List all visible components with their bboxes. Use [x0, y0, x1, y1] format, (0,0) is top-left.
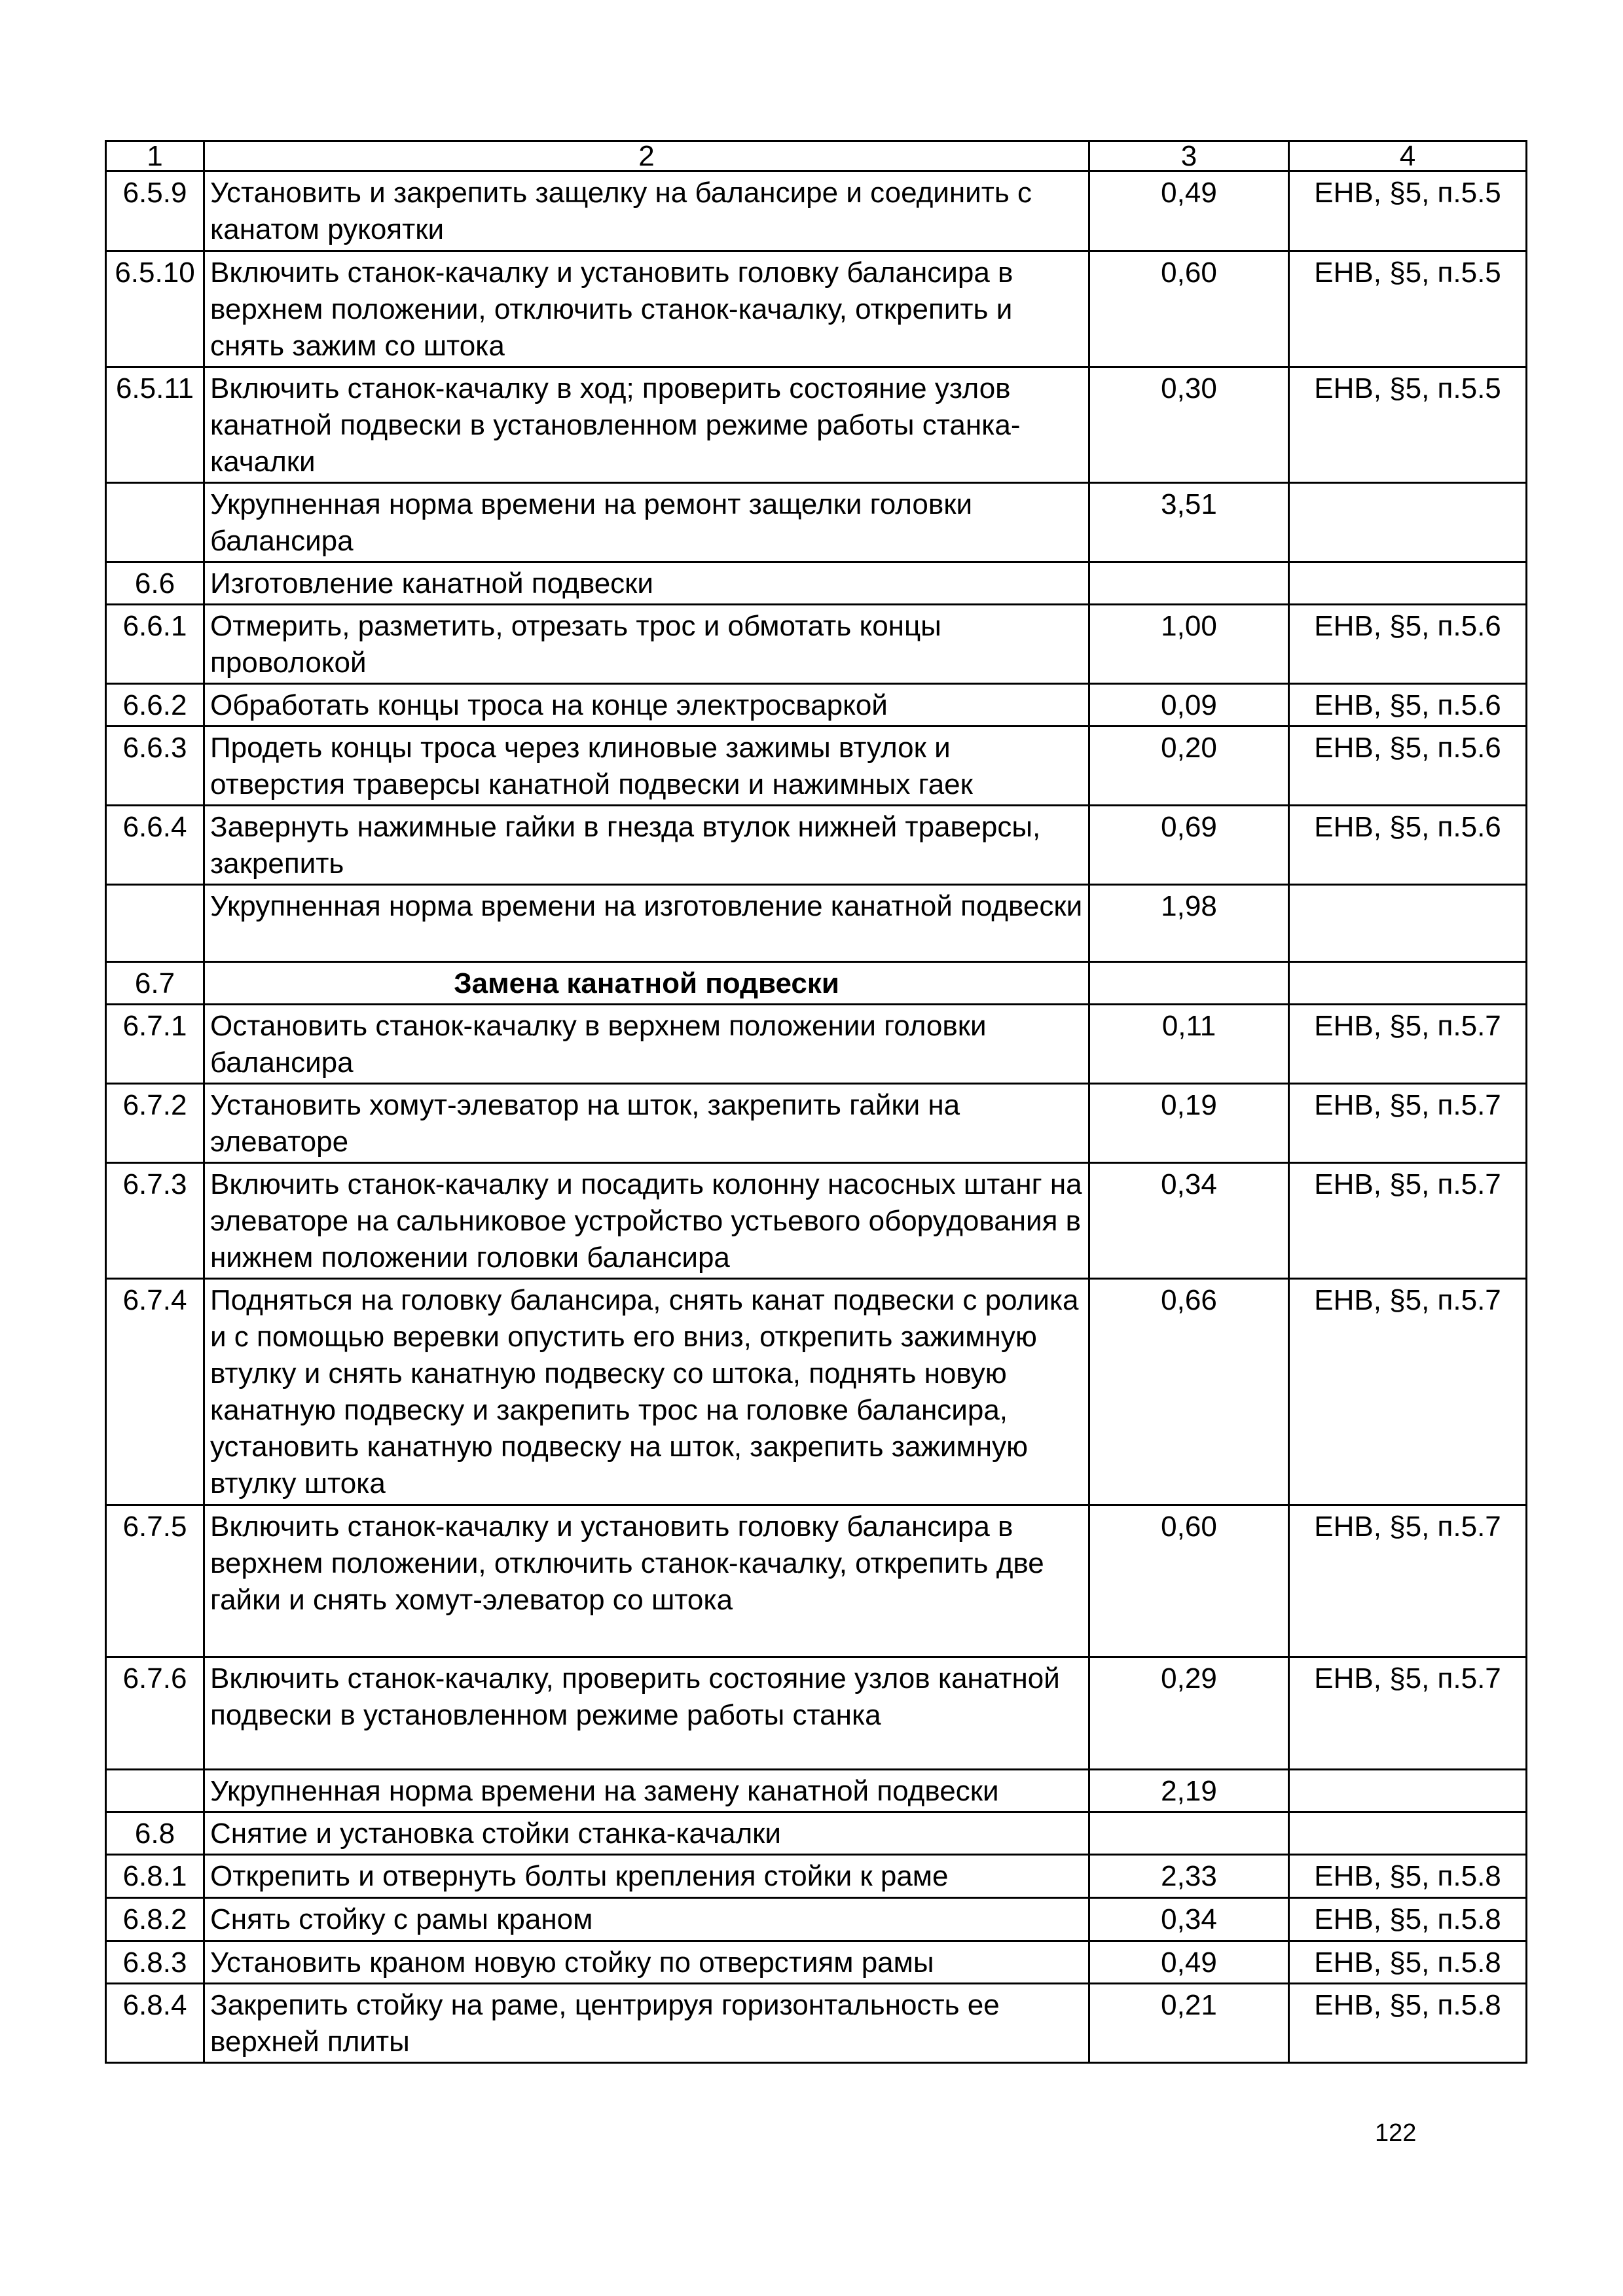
table-row — [106, 605, 1527, 684]
source-reference — [1289, 562, 1527, 605]
source-reference: ЕНВ, §5, п.5.7 — [1289, 1084, 1527, 1163]
item-number: 6.6.4 — [106, 806, 204, 885]
operation-text: Укрупненная норма времени на изготовление канатной подвески — [204, 885, 1089, 962]
operation-text: Включить станок-качалку и посадить колонну насосных штанг на элеваторе на сальниковое устройство устьевого оборудования в нижнем положении головки балансира — [204, 1163, 1089, 1279]
operation-text: Укрупненная норма времени на замену канатной подвески — [204, 1770, 1089, 1812]
time-norm-value — [1089, 562, 1289, 605]
item-number: 6.8.1 — [106, 1855, 204, 1898]
source-reference — [1289, 483, 1527, 562]
table-row — [106, 1163, 1527, 1279]
header-col-1: 1 — [106, 141, 204, 171]
table-row — [106, 1657, 1527, 1770]
table-header-row — [106, 141, 1527, 171]
operation-text: Укрупненная норма времени на ремонт защелки головки балансира — [204, 483, 1089, 562]
time-norm-value: 0,66 — [1089, 1279, 1289, 1505]
time-norm-value: 0,34 — [1089, 1898, 1289, 1941]
source-reference — [1289, 962, 1527, 1005]
table-row — [106, 1812, 1527, 1855]
time-norm-value: 0,49 — [1089, 171, 1289, 251]
table-row — [106, 483, 1527, 562]
header-col-3: 3 — [1089, 141, 1289, 171]
operation-text: Снятие и установка стойки станка-качалки — [204, 1812, 1089, 1855]
item-number: 6.5.10 — [106, 251, 204, 367]
source-reference: ЕНВ, §5, п.5.7 — [1289, 1163, 1527, 1279]
norms-table — [105, 140, 1527, 2064]
time-norm-value — [1089, 1812, 1289, 1855]
source-reference: ЕНВ, §5, п.5.8 — [1289, 1941, 1527, 1984]
operation-text: Остановить станок-качалку в верхнем положении головки балансира — [204, 1005, 1089, 1084]
operation-text: Установить и закрепить защелку на балансире и соединить с канатом рукоятки — [204, 171, 1089, 251]
table-row — [106, 1505, 1527, 1657]
source-reference: ЕНВ, §5, п.5.8 — [1289, 1855, 1527, 1898]
item-number: 6.6 — [106, 562, 204, 605]
source-reference: ЕНВ, §5, п.5.6 — [1289, 726, 1527, 806]
item-number: 6.7.3 — [106, 1163, 204, 1279]
item-number: 6.5.11 — [106, 367, 204, 483]
source-reference: ЕНВ, §5, п.5.7 — [1289, 1505, 1527, 1657]
source-reference: ЕНВ, §5, п.5.7 — [1289, 1657, 1527, 1770]
source-reference: ЕНВ, §5, п.5.5 — [1289, 251, 1527, 367]
operation-text: Снять стойку с рамы краном — [204, 1898, 1089, 1941]
item-number — [106, 1770, 204, 1812]
item-number: 6.6.2 — [106, 684, 204, 726]
norms-table-body — [106, 141, 1527, 2063]
item-number: 6.7.1 — [106, 1005, 204, 1084]
operation-text: Отмерить, разметить, отрезать трос и обмотать концы проволокой — [204, 605, 1089, 684]
table-row — [106, 1279, 1527, 1505]
operation-text: Включить станок-качалку в ход; проверить состояние узлов канатной подвески в установленном режиме работы станка-качалки — [204, 367, 1089, 483]
source-reference: ЕНВ, §5, п.5.6 — [1289, 806, 1527, 885]
time-norm-value: 1,00 — [1089, 605, 1289, 684]
time-norm-value: 0,60 — [1089, 1505, 1289, 1657]
operation-text: Завернуть нажимные гайки в гнезда втулок нижней траверсы, закрепить — [204, 806, 1089, 885]
time-norm-value: 0,09 — [1089, 684, 1289, 726]
table-row — [106, 171, 1527, 251]
operation-text: Установить хомут-элеватор на шток, закрепить гайки на элеваторе — [204, 1084, 1089, 1163]
operation-text: Замена канатной подвески — [204, 962, 1089, 1005]
table-row — [106, 885, 1527, 962]
header-col-4: 4 — [1289, 141, 1527, 171]
item-number — [106, 483, 204, 562]
item-number: 6.7.4 — [106, 1279, 204, 1505]
source-reference: ЕНВ, §5, п.5.6 — [1289, 605, 1527, 684]
time-norm-value: 0,69 — [1089, 806, 1289, 885]
table-row — [106, 367, 1527, 483]
time-norm-value: 0,11 — [1089, 1005, 1289, 1084]
table-row — [106, 1941, 1527, 1984]
time-norm-value — [1089, 962, 1289, 1005]
source-reference: ЕНВ, §5, п.5.6 — [1289, 684, 1527, 726]
time-norm-value: 0,30 — [1089, 367, 1289, 483]
time-norm-value: 0,60 — [1089, 251, 1289, 367]
source-reference — [1289, 1812, 1527, 1855]
time-norm-value: 0,34 — [1089, 1163, 1289, 1279]
source-reference: ЕНВ, §5, п.5.7 — [1289, 1279, 1527, 1505]
time-norm-value: 0,20 — [1089, 726, 1289, 806]
source-reference: ЕНВ, §5, п.5.8 — [1289, 1898, 1527, 1941]
header-col-2: 2 — [204, 141, 1089, 171]
source-reference: ЕНВ, §5, п.5.7 — [1289, 1005, 1527, 1084]
operation-text: Изготовление канатной подвески — [204, 562, 1089, 605]
source-reference: ЕНВ, §5, п.5.8 — [1289, 1984, 1527, 2063]
item-number: 6.6.1 — [106, 605, 204, 684]
table-row — [106, 806, 1527, 885]
item-number: 6.5.9 — [106, 171, 204, 251]
table-row — [106, 1855, 1527, 1898]
table-row — [106, 726, 1527, 806]
time-norm-value: 2,33 — [1089, 1855, 1289, 1898]
time-norm-value: 0,19 — [1089, 1084, 1289, 1163]
time-norm-value: 0,49 — [1089, 1941, 1289, 1984]
operation-text: Продеть концы троса через клиновые зажимы втулок и отверстия траверсы канатной подвески и нажимных гаек — [204, 726, 1089, 806]
item-number: 6.8.2 — [106, 1898, 204, 1941]
operation-text: Установить краном новую стойку по отверстиям рамы — [204, 1941, 1089, 1984]
table-row — [106, 1898, 1527, 1941]
item-number: 6.6.3 — [106, 726, 204, 806]
item-number: 6.7.2 — [106, 1084, 204, 1163]
table-row — [106, 684, 1527, 726]
operation-text: Включить станок-качалку, проверить состояние узлов канатной подвески в установленном режиме работы станка — [204, 1657, 1089, 1770]
time-norm-value: 2,19 — [1089, 1770, 1289, 1812]
operation-text: Закрепить стойку на раме, центрируя горизонтальность ее верхней плиты — [204, 1984, 1089, 2063]
operation-text: Включить станок-качалку и установить головку балансира в верхнем положении, отключить станок-качалку, открепить и снять зажим со штока — [204, 251, 1089, 367]
table-row — [106, 1084, 1527, 1163]
table-row — [106, 1005, 1527, 1084]
item-number — [106, 885, 204, 962]
section-row — [106, 962, 1527, 1005]
item-number: 6.8.3 — [106, 1941, 204, 1984]
page-number: 122 — [1375, 2119, 1417, 2147]
time-norm-value: 3,51 — [1089, 483, 1289, 562]
operation-text: Обработать концы троса на конце электросваркой — [204, 684, 1089, 726]
item-number: 6.7.6 — [106, 1657, 204, 1770]
item-number: 6.8 — [106, 1812, 204, 1855]
table-row — [106, 251, 1527, 367]
item-number: 6.8.4 — [106, 1984, 204, 2063]
operation-text: Подняться на головку балансира, снять канат подвески с ролика и с помощью веревки опустить его вниз, открепить зажимную втулку и снять канатную подвеску со штока, поднять новую канатную подвеску и закрепить трос на головке балансира, установить канатную подвеску на шток, закрепить зажимную втулку штока — [204, 1279, 1089, 1505]
item-number: 6.7.5 — [106, 1505, 204, 1657]
source-reference: ЕНВ, §5, п.5.5 — [1289, 367, 1527, 483]
operation-text: Включить станок-качалку и установить головку балансира в верхнем положении, отключить станок-качалку, открепить две гайки и снять хомут-элеватор со штока — [204, 1505, 1089, 1657]
item-number: 6.7 — [106, 962, 204, 1005]
source-reference: ЕНВ, §5, п.5.5 — [1289, 171, 1527, 251]
table-row — [106, 1984, 1527, 2063]
source-reference — [1289, 1770, 1527, 1812]
time-norm-value: 1,98 — [1089, 885, 1289, 962]
source-reference — [1289, 885, 1527, 962]
table-row — [106, 562, 1527, 605]
table-row — [106, 1770, 1527, 1812]
time-norm-value: 0,21 — [1089, 1984, 1289, 2063]
time-norm-value: 0,29 — [1089, 1657, 1289, 1770]
operation-text: Открепить и отвернуть болты крепления стойки к раме — [204, 1855, 1089, 1898]
